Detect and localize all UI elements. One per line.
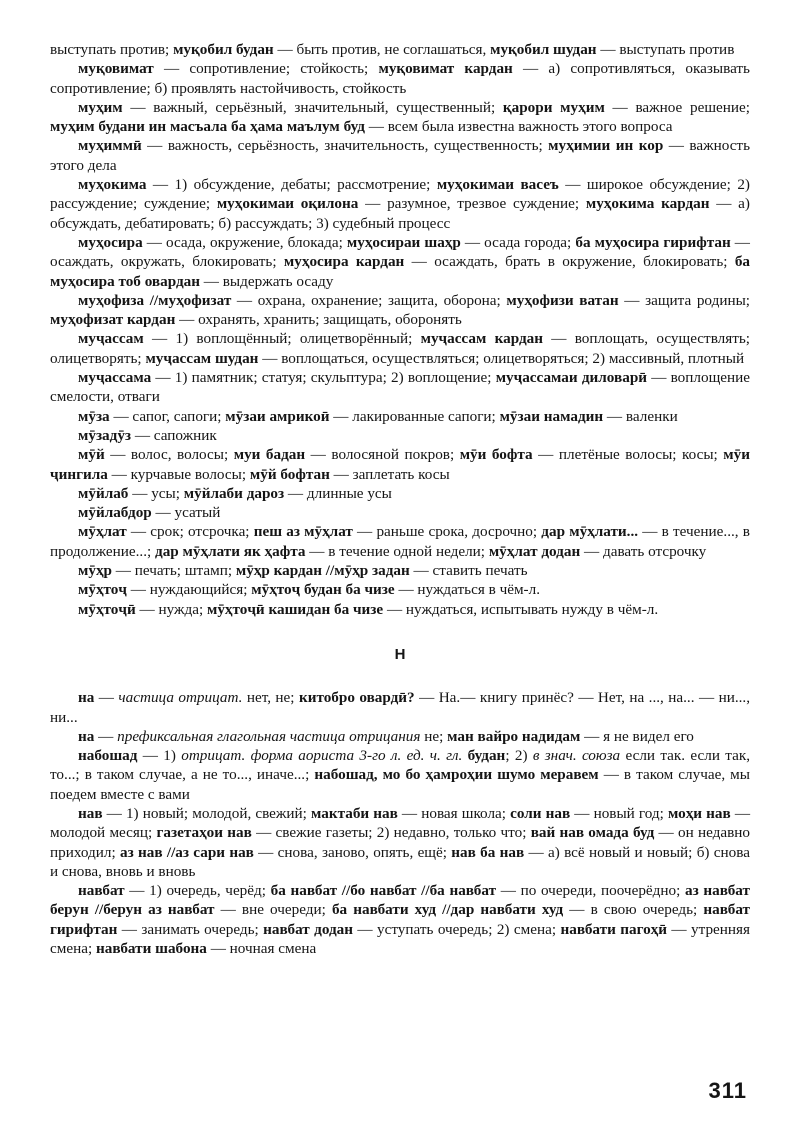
- definition-text: — 1) памятник; статуя; скульптура; 2) воплощение;: [151, 369, 496, 387]
- definition-text: — он недавно приходил;: [50, 824, 751, 861]
- page-number: 311: [708, 1078, 747, 1103]
- headword-text: ба навбат //бо навбат //ба навбат: [270, 882, 497, 900]
- definition-text: — На.— книгу принёс? — Нет, на ..., на... — ни..., ни...: [50, 689, 751, 726]
- definition-text: — печать; штамп;: [111, 562, 236, 580]
- definition-text: — осаждать, окружать, блокировать;: [50, 233, 750, 271]
- definition-text: — воплощение смелости, отваги: [50, 369, 750, 406]
- definition-text: — ставить печать: [409, 562, 528, 580]
- definition-text: — давать отсрочку: [580, 542, 707, 560]
- headword-text: пеш аз мӯҳлат: [253, 523, 353, 541]
- definition-text: — 1) новый; молодой, свежий;: [102, 804, 311, 822]
- headword-text: ба навбати худ //дар навбати худ: [331, 901, 564, 919]
- dictionary-entry: [50, 329, 750, 368]
- dictionary-entry: [50, 98, 750, 137]
- definition-text: — валенки: [603, 407, 678, 425]
- dictionary-entry: [50, 503, 750, 522]
- definition-text: — важное решение;: [604, 98, 750, 116]
- entries-before-heading: [50, 40, 750, 619]
- headword-text: мӯҳтоҷ: [78, 581, 127, 599]
- definition-text: —: [94, 727, 118, 745]
- definition-text: нет, не;: [242, 689, 299, 707]
- definition-text: — срок; отсрочка;: [126, 523, 254, 541]
- dictionary-entry: [50, 561, 750, 580]
- headword-text: набошад: [78, 747, 138, 765]
- headword-text: муҳокимаи оқилона: [216, 195, 359, 213]
- definition-text: — 1): [137, 747, 182, 765]
- headword-text: мӯи бофта: [459, 446, 533, 464]
- definition-text: — широкое обсуждение; 2) рассуждение; суждение;: [50, 176, 750, 213]
- dictionary-entry: [50, 522, 750, 561]
- headword-text: мӯй: [78, 446, 105, 464]
- definition-text: — волос, волосы;: [104, 446, 234, 464]
- headword-text: мӯҳтоҷӣ кашидан ба чизе: [206, 600, 384, 618]
- dictionary-entry: [50, 484, 750, 503]
- definition-text: не;: [420, 727, 448, 745]
- headword-text: навбат додан: [263, 920, 354, 938]
- headword-text: мӯйлаб: [78, 484, 129, 502]
- definition-text: — осада, окружение, блокада;: [142, 233, 347, 251]
- headword-text: моҳи нав: [667, 804, 731, 822]
- headword-text: муҳим будани ин масъала ба ҳама маълум буд: [50, 118, 365, 136]
- definition-text: — воплощать, осуществлять; олицетворять;: [50, 330, 751, 367]
- definition-text: — снова, заново, опять, ещё;: [253, 843, 452, 861]
- definition-text: — в таком случае, мы поедем вместе с вами: [50, 766, 750, 803]
- headword-text: мӯҳр: [78, 562, 112, 580]
- definition-text: — в свою очередь;: [563, 901, 704, 919]
- definition-text: — усы;: [128, 484, 184, 502]
- dictionary-entry: [50, 746, 750, 804]
- headword-text: нав: [78, 804, 103, 822]
- headword-text: мӯҳлат додан: [488, 542, 581, 560]
- headword-text: муи бадан: [233, 446, 306, 464]
- definition-text: — нуждаться в чём-л.: [394, 581, 540, 599]
- dictionary-entry: [50, 233, 750, 291]
- definition-text: — осаждать, брать в окружение, блокировать;: [404, 253, 735, 271]
- definition-text: — нуждающийся;: [126, 581, 252, 599]
- definition-text: — уступать очередь; 2) смена;: [353, 920, 561, 938]
- grammar-note: префиксальная глагольная частица отрицания: [117, 727, 421, 745]
- dictionary-entry: [50, 426, 750, 445]
- headword-text: дар мӯҳлати...: [541, 523, 639, 541]
- headword-text: муҳим: [78, 98, 123, 116]
- definition-text: — важность этого дела: [50, 137, 750, 174]
- headword-text: муҳосира: [78, 233, 143, 251]
- dictionary-entry: [50, 368, 750, 407]
- definition-text: — нужда;: [135, 600, 207, 618]
- headword-text: мӯзаи амрикоӣ: [225, 407, 330, 425]
- definition-text: — а) сопротивляться, оказывать сопротивление; б) проявлять настойчивость, стойкость: [50, 60, 750, 97]
- dictionary-entry: [50, 688, 750, 727]
- headword-text: мӯйлаби дароз: [183, 484, 285, 502]
- headword-text: ба муҳосира тоб овардан: [50, 253, 751, 290]
- definition-text: — занимать очередь;: [117, 920, 264, 938]
- definition-text: — а) всё новый и новый; б) снова и снова, вновь и вновь: [50, 843, 750, 880]
- definition-text: — 1) воплощённый; олицетворённый;: [143, 330, 421, 348]
- letter-heading: Н: [394, 645, 406, 663]
- definition-text: — утренняя смена;: [50, 920, 751, 958]
- definition-text: — охранять, хранить; защищать, оборонять: [175, 311, 462, 329]
- definition-text: — быть против, не соглашаться,: [273, 41, 491, 58]
- headword-text: муҳимии ин кор: [548, 137, 664, 155]
- definition-text: — 1) обсуждение, дебаты; рассмотрение;: [146, 176, 437, 194]
- definition-text: — всем была известна важность этого вопроса: [364, 118, 673, 136]
- definition-text: выступать против;: [50, 41, 174, 58]
- dictionary-entry: [50, 445, 750, 484]
- definition-text: —: [94, 689, 119, 707]
- headword-text: ман вайро надидам: [447, 727, 581, 745]
- headword-text: муҷассам кардан: [420, 330, 543, 348]
- dictionary-entry: [50, 40, 750, 59]
- definition-text: если так. если так, то...; в таком случае, а не то..., иначе...;: [50, 747, 751, 784]
- headword-text: муҳокима кардан: [585, 195, 710, 213]
- headword-text: навбат: [78, 882, 125, 900]
- headword-text: мӯҳлат: [78, 523, 127, 541]
- headword-text: газетаҳои нав: [156, 824, 252, 842]
- definition-text: — в течение..., в продолжение...;: [50, 523, 750, 560]
- definition-text: — сопротивление; стойкость;: [153, 60, 379, 78]
- headword-text: муҷассам шудан: [145, 349, 259, 367]
- definition-text: ; 2): [505, 747, 533, 765]
- definition-text: — курчавые волосы;: [107, 465, 250, 483]
- headword-text: набошад, мо бо ҳамроҳии шумо меравем: [314, 766, 599, 784]
- dictionary-entry: [50, 804, 750, 881]
- headword-text: навбат гирифтан: [50, 901, 750, 938]
- headword-text: мӯзадӯз: [78, 426, 132, 444]
- headword-text: муҳосираи шаҳр: [346, 233, 461, 251]
- headword-text: муҳокима: [78, 176, 147, 194]
- headword-text: мӯзаи намадин: [499, 407, 604, 425]
- grammar-note: частица отрицат.: [118, 689, 243, 707]
- dictionary-entry: [50, 59, 750, 98]
- headword-text: муқобил будан: [173, 41, 274, 58]
- headword-text: соли нав: [510, 804, 571, 822]
- dictionary-entry: [50, 136, 750, 175]
- headword-text: муҳосира кардан: [283, 253, 405, 271]
- headword-text: муқовимат кардан: [378, 60, 513, 78]
- headword-text: мӯи ҷингила: [50, 446, 750, 483]
- dictionary-entry: [50, 291, 750, 330]
- definition-text: — молодой месяц;: [50, 804, 751, 842]
- definition-text: — защита родины;: [618, 291, 750, 309]
- headword-text: мӯҳтоҷ будан ба чизе: [251, 581, 395, 599]
- definition-text: — 1) очередь, черёд;: [124, 882, 271, 900]
- definition-text: — свежие газеты; 2) недавно, только что;: [251, 824, 531, 842]
- headword-text: қарори муҳим: [502, 98, 605, 116]
- definition-text: — волосяной покров;: [305, 446, 460, 464]
- dictionary-entry: [50, 727, 750, 746]
- headword-text: мактаби нав: [311, 804, 398, 822]
- definition-text: — усатый: [151, 504, 221, 522]
- definition-text: — сапожник: [131, 426, 217, 444]
- definition-text: — в течение одной недели;: [305, 542, 489, 560]
- headword-text: муҷассам: [78, 330, 144, 348]
- dictionary-entry: [50, 600, 750, 619]
- headword-text: нав ба нав: [451, 843, 525, 861]
- definition-text: — новая школа;: [397, 804, 511, 822]
- headword-text: ба муҳосира гирифтан: [575, 233, 731, 251]
- definition-text: — по очереди, поочерёдно;: [496, 882, 685, 900]
- definition-text: — раньше срока, досрочно;: [352, 523, 542, 541]
- text-column: [50, 40, 750, 958]
- headword-text: навбати шабона: [95, 940, 207, 958]
- headword-text: будан: [467, 747, 506, 765]
- grammar-note: отрицат. форма аориста 3-го л. ед. ч. гл.: [181, 747, 463, 765]
- definition-text: — вне очереди;: [214, 901, 332, 919]
- definition-text: — выступать против: [596, 41, 735, 58]
- headword-text: мӯйлабдор: [78, 504, 152, 522]
- headword-text: на: [78, 727, 95, 745]
- definition-text: — ночная смена: [206, 940, 317, 958]
- headword-text: на: [78, 689, 95, 707]
- headword-text: дар мӯҳлати як ҳафта: [155, 542, 306, 560]
- headword-text: муҳофиза //муҳофизат: [78, 291, 232, 309]
- definition-text: — выдержать осаду: [199, 272, 334, 290]
- headword-text: навбати пагоҳӣ: [560, 920, 668, 938]
- definition-text: — нуждаться, испытывать нужду в чём-л.: [383, 600, 659, 618]
- headword-text: мӯй бофтан: [249, 465, 330, 483]
- grammar-note: в знач. союза: [532, 747, 621, 765]
- definition-text: — а) обсуждать, дебатировать; б) рассуждать; 3) судебный процесс: [50, 195, 750, 232]
- definition-text: — заплетать косы: [329, 465, 450, 483]
- headword-text: муқовимат: [78, 60, 154, 78]
- dictionary-entry: [50, 407, 750, 426]
- headword-text: муҷассама: [78, 369, 152, 387]
- entries-after-heading: [50, 688, 750, 958]
- headword-text: муқобил шудан: [490, 41, 597, 58]
- headword-text: китобро овардӣ?: [298, 689, 415, 707]
- headword-text: аз навбат берун //берун аз навбат: [50, 882, 750, 919]
- headword-text: аз нав //аз сари нав: [119, 843, 254, 861]
- definition-text: — важность, серьёзность, значительность, существенность;: [141, 137, 549, 155]
- headword-text: муҷассамаи диловарӣ: [495, 369, 648, 387]
- definition-text: — лакированные сапоги;: [329, 407, 500, 425]
- headword-text: мӯҳр кардан //мӯҳр задан: [235, 562, 410, 580]
- headword-text: муҳиммӣ: [78, 137, 142, 155]
- definition-text: — новый год;: [570, 804, 668, 822]
- headword-text: муҳофизат кардан: [50, 311, 176, 329]
- headword-text: мӯза: [78, 407, 110, 425]
- definition-text: — важный, серьёзный, значительный, существенный;: [122, 98, 503, 116]
- dictionary-entry: [50, 580, 750, 599]
- definition-text: — длинные усы: [284, 484, 392, 502]
- definition-text: — осада города;: [460, 233, 576, 251]
- headword-text: вай нав омада буд: [530, 824, 655, 842]
- dictionary-entry: [50, 881, 750, 958]
- definition-text: — охрана, охранение; защита, оборона;: [231, 291, 507, 309]
- definition-text: — воплощаться, осуществляться; олицетворяться; 2) массивный, плотный: [258, 349, 745, 367]
- definition-text: — разумное, трезвое суждение;: [358, 195, 586, 213]
- headword-text: мӯҳтоҷӣ: [78, 600, 136, 618]
- dictionary-entry: [50, 175, 750, 233]
- headword-text: муҳофизи ватан: [506, 291, 619, 309]
- definition-text: — сапог, сапоги;: [109, 407, 226, 425]
- definition-text: — плетёные волосы; косы;: [532, 446, 724, 464]
- headword-text: муҳокимаи васеъ: [436, 176, 559, 194]
- definition-text: — я не видел его: [580, 727, 694, 745]
